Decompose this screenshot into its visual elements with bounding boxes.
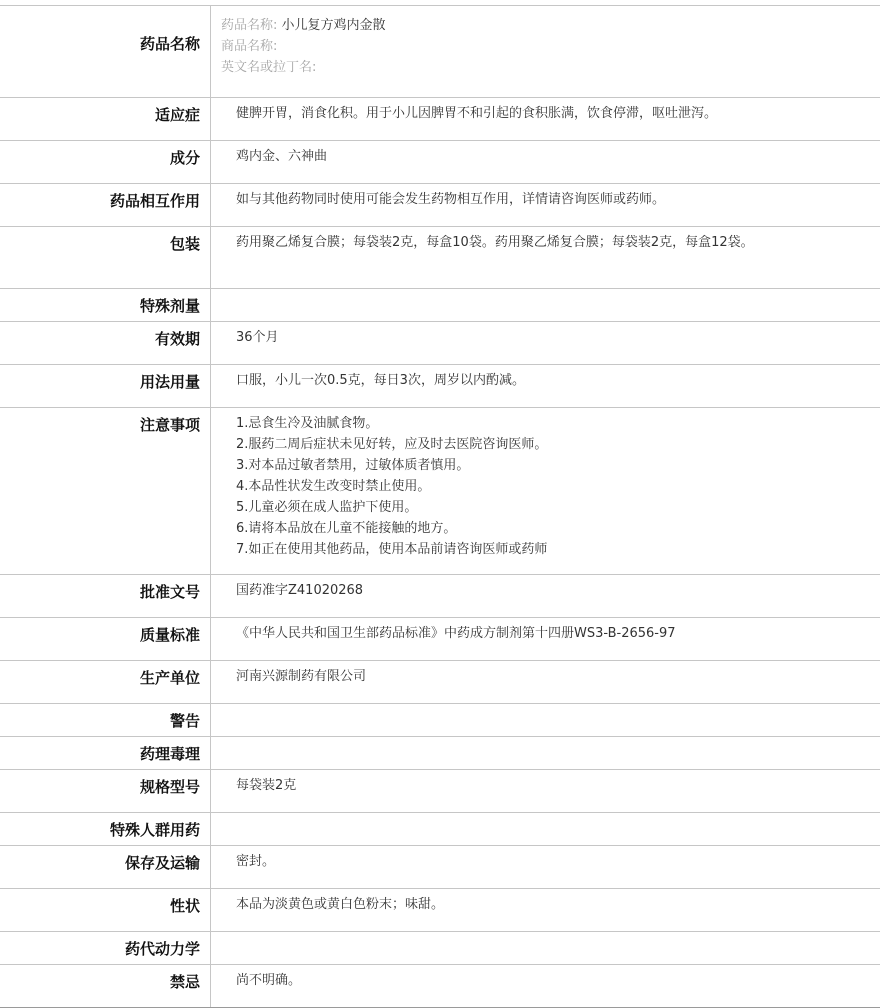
spec-value: 健脾开胃，消食化积。用于小儿因脾胃不和引起的食积胀满，饮食停滞，呕吐泄泻。	[211, 98, 880, 141]
spec-label	[0, 408, 211, 575]
spec-label	[0, 289, 211, 322]
spec-label	[0, 813, 211, 846]
spec-label	[0, 184, 211, 227]
spec-value: 鸡内金、六神曲	[211, 141, 880, 184]
spec-label	[0, 737, 211, 770]
list-item: 3.对本品过敏者禁用，过敏体质者慎用。	[236, 455, 760, 476]
spec-row-interactions	[0, 184, 880, 227]
spec-label	[0, 661, 211, 704]
spec-label-text: 性状	[0, 889, 200, 916]
list-item: 2.服药二周后症状未见好转，应及时去医院咨询医师。	[236, 434, 760, 455]
spec-label-text: 成分	[0, 141, 200, 168]
spec-label	[0, 6, 211, 98]
spec-label	[0, 227, 211, 289]
spec-value	[211, 737, 880, 770]
spec-value: 《中华人民共和国卫生部药品标准》中药成方制剂第十四册WS3-B-2656-97	[211, 618, 880, 661]
spec-label	[0, 889, 211, 932]
spec-label-text: 保存及运输	[0, 846, 200, 873]
precautions-list	[236, 413, 760, 560]
spec-value: 本品为淡黄色或黄白色粉末；味甜。	[211, 889, 880, 932]
spec-value	[211, 408, 880, 575]
spec-label-text: 规格型号	[0, 770, 200, 797]
spec-value: 国药准字Z41020268	[211, 575, 880, 618]
spec-value: 尚不明确。	[211, 965, 880, 1008]
spec-value	[211, 704, 880, 737]
spec-label	[0, 365, 211, 408]
spec-value	[211, 6, 880, 98]
english-name-key: 英文名或拉丁名:	[221, 60, 316, 75]
spec-value: 每袋装2克	[211, 770, 880, 813]
spec-label-text: 特殊剂量	[0, 289, 200, 316]
spec-label-text: 注意事项	[0, 408, 200, 435]
generic-name-key: 药品名称:	[221, 18, 277, 33]
spec-row-storage	[0, 846, 880, 889]
spec-label	[0, 575, 211, 618]
spec-row-special-populations	[0, 813, 880, 846]
spec-row-approval-number	[0, 575, 880, 618]
spec-row-contraindications	[0, 965, 880, 1008]
spec-row-pharmacokinetics	[0, 932, 880, 965]
spec-label-text: 包装	[0, 227, 200, 254]
spec-row-warning	[0, 704, 880, 737]
trade-name-line	[221, 36, 870, 57]
spec-label-text: 质量标准	[0, 618, 200, 645]
spec-row-pharmacology	[0, 737, 880, 770]
spec-value: 36个月	[211, 322, 880, 365]
spec-row-specification	[0, 770, 880, 813]
spec-label-text: 药品名称	[0, 6, 200, 54]
spec-label-text: 禁忌	[0, 965, 200, 992]
spec-row-manufacturer	[0, 661, 880, 704]
spec-label-text: 特殊人群用药	[0, 813, 200, 840]
spec-label	[0, 770, 211, 813]
english-name-line	[221, 57, 870, 78]
drug-spec-table	[0, 5, 880, 1008]
spec-label	[0, 618, 211, 661]
spec-row-shelf-life	[0, 322, 880, 365]
spec-label	[0, 965, 211, 1008]
spec-label	[0, 704, 211, 737]
spec-row-precautions	[0, 408, 880, 575]
spec-label	[0, 322, 211, 365]
spec-row-drug-name	[0, 6, 880, 98]
spec-value	[211, 813, 880, 846]
list-item: 1.忌食生冷及油腻食物。	[236, 413, 760, 434]
spec-row-ingredients	[0, 141, 880, 184]
spec-label-text: 药代动力学	[0, 932, 200, 959]
spec-label-text: 有效期	[0, 322, 200, 349]
list-item: 5.儿童必须在成人监护下使用。	[236, 497, 760, 518]
spec-label-text: 用法用量	[0, 365, 200, 392]
spec-label	[0, 98, 211, 141]
spec-label	[0, 846, 211, 889]
spec-value: 口服，小儿一次0.5克，每日3次，周岁以内酌减。	[211, 365, 880, 408]
generic-name-value: 小儿复方鸡内金散	[282, 18, 386, 33]
spec-value	[211, 932, 880, 965]
list-item: 6.请将本品放在儿童不能接触的地方。	[236, 518, 760, 539]
spec-row-quality-standard	[0, 618, 880, 661]
spec-label-text: 警告	[0, 704, 200, 731]
spec-row-special-dosage	[0, 289, 880, 322]
spec-row-appearance	[0, 889, 880, 932]
spec-label-text: 批准文号	[0, 575, 200, 602]
spec-value: 密封。	[211, 846, 880, 889]
spec-label	[0, 141, 211, 184]
spec-row-dosage	[0, 365, 880, 408]
spec-value: 药用聚乙烯复合膜；每袋装2克，每盒10袋。药用聚乙烯复合膜；每袋装2克，每盒12袋。	[211, 227, 880, 289]
spec-label-text: 适应症	[0, 98, 200, 125]
spec-value: 如与其他药物同时使用可能会发生药物相互作用，详情请咨询医师或药师。	[211, 184, 880, 227]
spec-row-indications	[0, 98, 880, 141]
spec-label	[0, 932, 211, 965]
list-item: 7.如正在使用其他药品，使用本品前请咨询医师或药师	[236, 539, 760, 560]
spec-label-text: 药理毒理	[0, 737, 200, 764]
generic-name-line	[221, 15, 870, 36]
list-item: 4.本品性状发生改变时禁止使用。	[236, 476, 760, 497]
spec-label-text: 生产单位	[0, 661, 200, 688]
spec-row-packaging	[0, 227, 880, 289]
spec-label-text: 药品相互作用	[0, 184, 200, 211]
trade-name-key: 商品名称:	[221, 39, 277, 54]
spec-value: 河南兴源制药有限公司	[211, 661, 880, 704]
spec-value	[211, 289, 880, 322]
